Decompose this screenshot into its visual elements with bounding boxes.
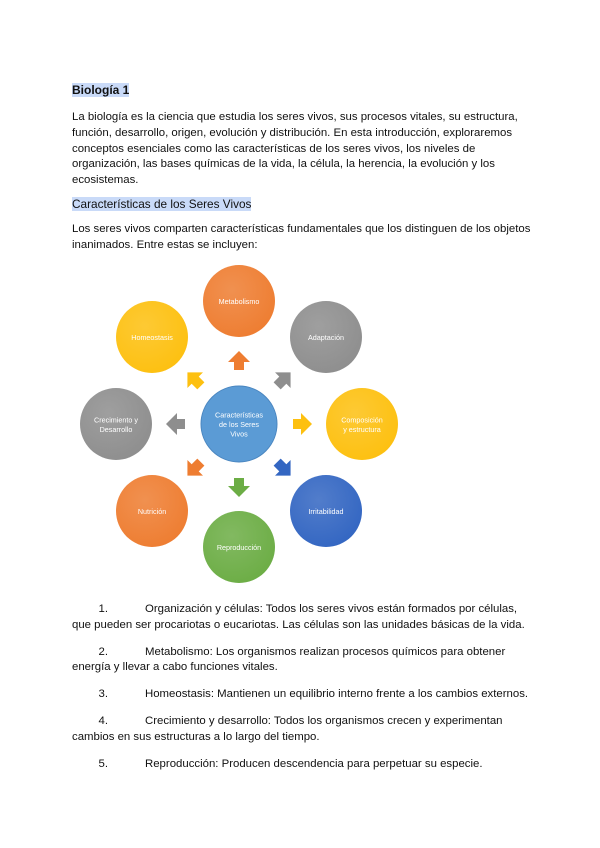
list-number: 3. [98,688,108,701]
node-label-2: y estructura [343,424,381,434]
arrow-2 [293,413,312,435]
list-text-continued: cambios en sus estructuras a lo largo del tiempo. [72,730,320,743]
arrow-shape [293,413,312,435]
node-label-1: Adaptación [307,333,344,343]
list-text: Crecimiento y desarrollo: Todos los organismos crecen y experimentan [145,714,503,727]
node-label-5: Nutrición [137,506,167,516]
list-text-continued: que pueden ser procariotas o eucariotas. Las células son las unidades básicas de la vida. [72,618,525,631]
node-label-6: Desarrollo [99,424,133,434]
list-item [72,757,532,773]
list-number: 1. [98,603,108,615]
arrow-6 [166,413,185,435]
arrow-shape [228,351,250,370]
document-title: Biología 1 [72,83,130,97]
list-text: Reproducción: Producen descendencia para perpetuar su especie. [145,757,483,770]
list-text-continued: energía y llevar a cabo funciones vitales. [72,661,278,674]
list-text: Homeostasis: Mantienen un equilibrio interno frente a los cambios externos. [145,688,529,701]
characteristics-diagram [77,263,402,585]
section-heading: Características de los Seres Vivos [72,197,252,211]
arrow-4 [228,478,250,497]
arrow-1 [269,365,298,394]
list-number: 4. [98,714,108,727]
list-text: Organización y células: Todos los seres vivos están formados por células, [145,603,518,615]
list-item [72,645,532,677]
arrow-shape [269,365,298,394]
center-label: de los Seres [219,420,259,429]
arrow-7 [180,365,209,394]
arrow-shape [166,413,185,435]
node-label-2: Composición [341,415,383,425]
node-label-7: Homeostasis [131,333,173,343]
arrow-shape [180,454,209,483]
arrow-shape [228,478,250,497]
list-item [72,687,532,703]
list-number: 2. [98,645,108,658]
arrow-0 [228,351,250,370]
arrow-5 [180,454,209,483]
node-label-6: Crecimiento y [94,415,138,425]
arrow-3 [269,454,298,483]
list-item [72,602,532,634]
arrow-shape [269,454,298,483]
list-number: 5. [98,757,108,770]
node-label-0: Metabolismo [218,297,260,306]
node-label-4: Reproducción [216,543,262,552]
center-label: Vivos [230,429,248,439]
center-label: Características [215,410,263,420]
arrow-shape [180,365,209,394]
list-text: Metabolismo: Los organismos realizan procesos químicos para obtener [145,645,506,658]
section-paragraph: Los seres vivos comparten características fundamentales que los distinguen de los objetos inanimados. Entre estas se incluyen: [72,223,531,251]
node-label-3: Irritabilidad [308,506,344,516]
list-item [72,714,532,746]
intro-paragraph: La biología es la ciencia que estudia los seres vivos, sus procesos vitales, su estructura, función, desarrollo, origen, evolución y distribución. En esta introducción, exploraremos conceptos esenciales como las características de los seres vivos, los niveles de organización, las bases químicas de la vida, la célula, la herencia, la evolución y los ecosistemas. [72,111,518,187]
characteristics-list [72,602,532,783]
